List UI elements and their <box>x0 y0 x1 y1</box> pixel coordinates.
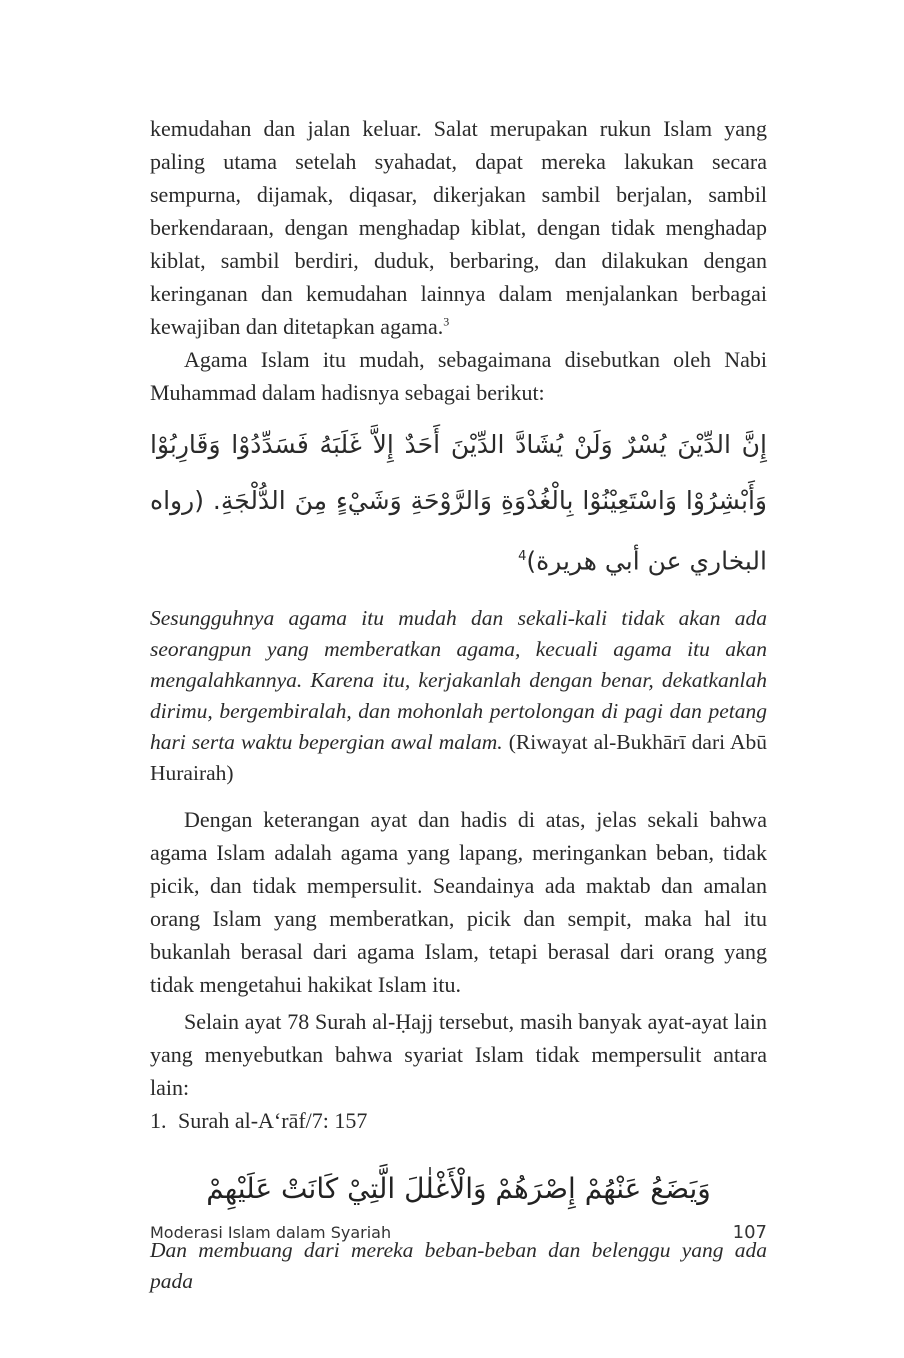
page-footer <box>150 1222 767 1243</box>
paragraph-salat-text: kemudahan dan jalan keluar. Salat merupakan rukun Islam yang paling utama setelah syahadat, dapat mereka lakukan secara sempurna, dijamak, diqasar, dikerjakan sambil berjalan, sambil berkendaraan, dengan menghadap kiblat, dengan tidak menghadap kiblat, sambil berdiri, duduk, berbaring, dan dilakukan dengan keringanan dan kemudahan lainnya dalam menjalankan berbagai kewajiban dan ditetapkan agama. <box>150 116 767 339</box>
paragraph-intro-hadith: Agama Islam itu mudah, sebagaimana disebutkan oleh Nabi Muhammad dalam hadisnya sebagai berikut: <box>150 347 767 405</box>
hadith-arabic-text: إِنَّ الدِّيْنَ يُسْرٌ وَلَنْ يُشَادَّ الدِّيْنَ أَحَدٌ إِلاَّ غَلَبَهُ فَسَدِّدُوْا وَقَارِبُوْا وَأَبْشِرُوْا وَاسْتَعِيْنُوْا بِالْغُدْوَةِ وَالرَّوْحَةِ وَشَيْءٍ مِنَ الدُّلْجَةِ. (رواه البخاري عن أبي هريرة) <box>150 430 767 576</box>
paragraph-salat <box>150 112 767 343</box>
hadith-arabic <box>150 417 767 589</box>
list-item-surah <box>150 1104 767 1137</box>
paragraph-other-verses: Selain ayat 78 Surah al-Ḥajj tersebut, masih banyak ayat-ayat lain yang menyebutkan bahwa syariat Islam tidak mempersulit antara lain: <box>150 1009 767 1101</box>
footnote-ref-4[interactable]: 4 <box>518 549 527 564</box>
list-text: Surah al-A‘rāf/7: 157 <box>178 1108 368 1134</box>
quran-verse-arabic: وَيَضَعُ عَنْهُمْ إِصْرَهُمْ وَالْأَغْلٰلَ الَّتِيْ كَانَتْ عَلَيْهِمْ <box>206 1172 711 1206</box>
list-number: 1. <box>150 1108 167 1134</box>
running-title: Moderasi Islam dalam Syariah <box>150 1223 392 1242</box>
page-number: 107 <box>732 1222 767 1243</box>
paragraph-conclusion: Dengan keterangan ayat dan hadis di atas, jelas sekali bahwa agama Islam adalah agama yang lapang, meringankan beban, tidak picik, dan tidak mempersulit. Seandainya ada maktab dan amalan orang Islam yang memberatkan, picik dan sempit, maka hal itu bukanlah berasal dari agama Islam, tetapi berasal dari orang yang tidak mengetahui hakikat Islam itu. <box>150 807 767 998</box>
hadith-translation-text: Sesungguhnya agama itu mudah dan sekali-kali tidak akan ada seorangpun yang memberatkan agama, kecuali agama itu akan mengalahkannya. Karena itu, kerjakanlah dengan benar, dekatkanlah dirimu, bergembiralah, dan mohonlah pertolongan di pagi dan petang hari serta waktu bepergian awal malam. <box>150 606 767 755</box>
hadith-source: (Riwayat al-Bukhārī dari Abū Hurairah) <box>150 730 767 786</box>
quran-translation: Dan membuang dari mereka beban-beban dan belenggu yang ada pada <box>150 1238 767 1294</box>
footnote-ref-3[interactable]: 3 <box>443 314 450 329</box>
page-body <box>150 112 767 1297</box>
hadith-translation <box>150 603 767 789</box>
